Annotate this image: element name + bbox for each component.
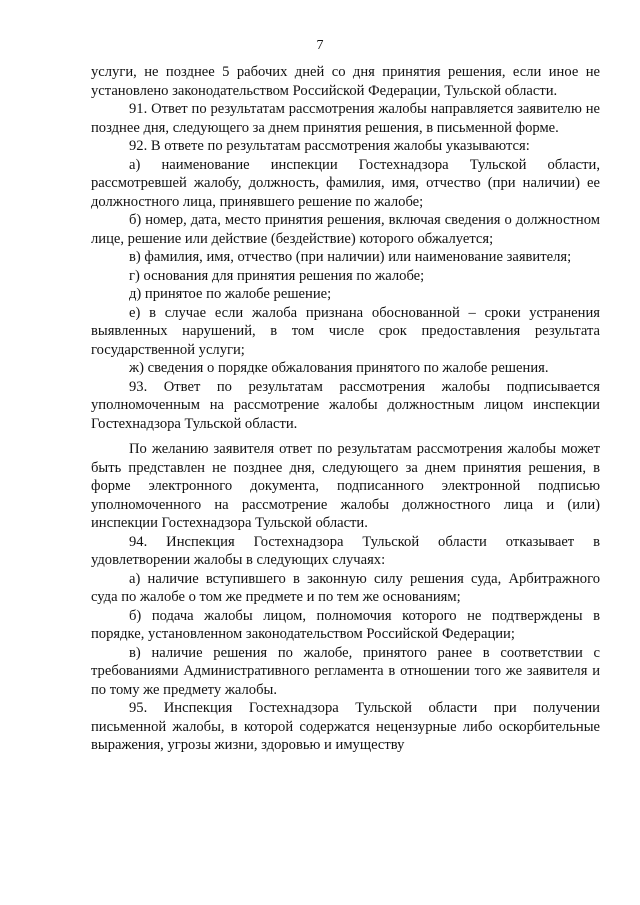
paragraph-94: 94. Инспекция Гостехнадзора Тульской области отказывает в удовлетворении жалобы в следующих случаях:: [91, 533, 600, 568]
paragraph-92-e: е) в случае если жалоба признана обоснованной – сроки устранения выявленных нарушений, в том числе срок предоставления результата государственной услуги;: [91, 304, 600, 358]
paragraph-93: 93. Ответ по результатам рассмотрения жалобы подписывается уполномоченным на рассмотрение жалобы должностным лицом инспекции Гостехнадзора Тульской области.: [91, 378, 600, 432]
document-body: [91, 63, 600, 755]
page-number: 7: [316, 38, 324, 53]
paragraph-91: 91. Ответ по результатам рассмотрения жалобы направляется заявителю не позднее дня, следующего за днем принятия решения, в письменной форме.: [91, 101, 600, 136]
paragraph-94-a: а) наличие вступившего в законную силу решения суда, Арбитражного суда по жалобе о том же предмете и по тем же основаниям;: [91, 570, 600, 605]
paragraph-92-d: д) принятое по жалобе решение;: [129, 286, 332, 302]
paragraph-92-g: г) основания для принятия решения по жалобе;: [129, 267, 425, 284]
paragraph-92: 92. В ответе по результатам рассмотрения жалобы указываются:: [129, 138, 530, 154]
paragraph-92-a: а) наименование инспекции Гостехнадзора Тульской области, рассмотревшей жалобу, должность, фамилия, имя, отчество (при наличии) ее должностного лица, принявшего решение по жалобе;: [91, 156, 600, 210]
paragraph-92-v: в) фамилия, имя, отчество (при наличии) или наименование заявителя;: [129, 249, 572, 265]
paragraph-continuation: услуги, не позднее 5 рабочих дней со дня принятия решения, если иное не установлено законодательством Российской Федерации, Тульской области.: [91, 64, 600, 99]
paragraph-92-b: б) номер, дата, место принятия решения, включая сведения о должностном лице, решение или действие (бездействие) которого обжалуется;: [91, 212, 600, 247]
paragraph-94-b: б) подача жалобы лицом, полномочия которого не подтверждены в порядке, установленном законодательством Российской Федерации;: [91, 607, 600, 642]
paragraph-93-electronic: По желанию заявителя ответ по результатам рассмотрения жалобы может быть представлен не позднее дня, следующего за днем принятия решения, в форме электронного документа, подписанного электронной подписью уполномоченного на рассмотрение жалобы должностного лица и (или) инспекции Гостехнадзора Тульской области.: [91, 441, 600, 531]
paragraph-92-zh: ж) сведения о порядке обжалования принятого по жалобе решения.: [129, 360, 549, 376]
paragraph-95: 95. Инспекция Гостехнадзора Тульской области при получении письменной жалобы, в которой содержатся нецензурные либо оскорбительные выражения, угрозы жизни, здоровью и имуществу: [91, 700, 600, 753]
paragraph-94-v: в) наличие решения по жалобе, принятого ранее в соответствии с требованиями Административного регламента в отношении того же заявителя и по тому же предмету жалобы.: [91, 644, 600, 698]
